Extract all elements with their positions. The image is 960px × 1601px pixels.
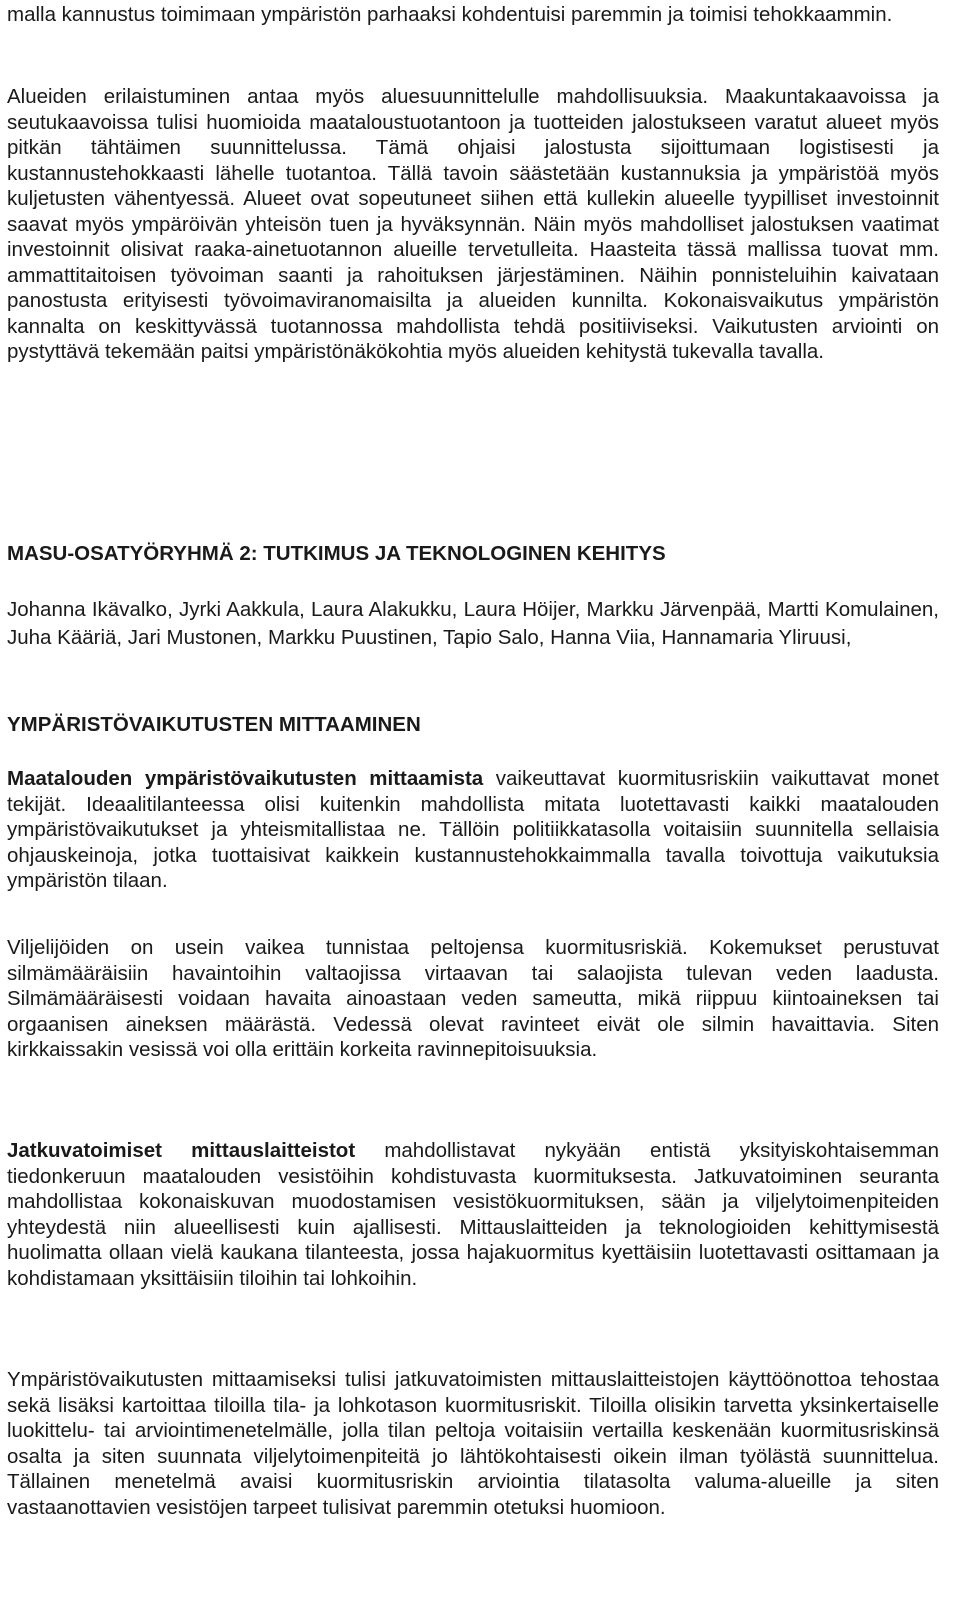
paragraph-measuring-impacts-lead: Maatalouden ympäristövaikutusten mittaamista [7,767,484,790]
paragraph-continuous-measurement [7,1138,939,1291]
section-heading: MASU-OSATYÖRYHMÄ 2: TUTKIMUS JA TEKNOLOGINEN KEHITYS [7,542,666,565]
paragraph-measuring-impacts-text: vaikeuttavat kuormitusriskiin vaikuttavat monet tekijät. Ideaalitilanteessa olisi kuitenkin mahdollista mitata luotettavasti kaikki maatalouden ympäristövaikutukset ja yhteismitallistaa ne. Tällöin politiikkatasolla voitaisiin suunnitella sellaisia ohjauskeinoja, jotka tuottaisivat kaikkein kustannustehokkaimmalla tavalla toivottuja vaikutuksia ympäristön tilaan. [7,767,940,892]
subsection-heading: YMPÄRISTÖVAIKUTUSTEN MITTAAMINEN [7,713,421,736]
paragraph-measuring-impacts [7,766,939,894]
intro-paragraph-1: malla kannustus toimimaan ympäristön parhaaksi kohdentuisi paremmin ja toimisi tehokkaammin. [7,3,893,26]
paragraph-recommendations: Ympäristövaikutusten mittaamiseksi tulisi jatkuvatoimisten mittauslaitteistojen käyttöönottoa tehostaa sekä lisäksi kartoittaa tiloilla tila- ja lohkotason kuormitusriskit. Tiloilla olisikin tarvetta yksinkertaiselle luokittelu- tai arviointimenetelmälle, jolla tilan peltoja voitaisiin vertailla keskenään kuormitusriskinsä osalta ja siten suunnata viljelytoimenpiteitä jo lähtökohtaisesti oikein ilman työlästä suunnittelua. Tällainen menetelmä avaisi kuormitusriskin arviointia tilatasolta valuma-alueille ja siten vastaanottavien vesistöjen tarpeet tulisivat paremmin otetuksi huomioon. [7,1368,939,1519]
paragraph-continuous-measurement-lead: Jatkuvatoimiset mittauslaitteistot [7,1139,356,1162]
section-authors: Johanna Ikävalko, Jyrki Aakkula, Laura Alakukku, Laura Höijer, Markku Järvenpää, Martti Komulainen, Juha Kääriä, Jari Mustonen, Markku Puustinen, Tapio Salo, Hanna Viia, Hannamaria Yliruusi, [7,598,939,649]
paragraph-farmers-risk: Viljelijöiden on usein vaikea tunnistaa peltojensa kuormitusriskiä. Kokemukset perustuvat silmämääräisiin havaintoihin valtaojissa virtaavan tai salaojista tulevan veden laadusta. Silmämääräisesti voidaan havaita ainoastaan veden sameutta, mikä riippuu kiintoaineksen tai orgaanisen aineksen määrästä. Vedessä olevat ravinteet eivät ole silmin havaittavia. Siten kirkkaissakin vesissä voi olla erittäin korkeita ravinnepitoisuuksia. [7,936,939,1061]
intro-paragraph-2: Alueiden erilaistuminen antaa myös aluesuunnittelulle mahdollisuuksia. Maakuntakaavoissa ja seutukaavoissa tulisi huomioida maataloustuotantoon ja tuotteiden jalostukseen varatut alueet myös pitkän tähtäimen suunnittelussa. Tämä ohjaisi jalostusta sijoittumaan logistisesti ja kustannustehokkaasti lähelle tuotantoa. Tällä tavoin säästetään kustannuksia ja ympäristöä myös kuljetusten vähentyessä. Alueet ovat sopeutuneet siihen että kullekin alueelle tyypilliset investoinnit saavat myös ympäröivän yhteisön tuen ja hyväksynnän. Näin myös mahdolliset jalostuksen vaatimat investoinnit olisivat raaka-ainetuotannon alueille tervetulleita. Haasteita tässä mallissa tuovat mm. ammattitaitoisen työvoiman saanti ja rahoituksen järjestäminen. Näihin ponnisteluihin kaivataan panostusta erityisesti työvoimaviranomaisilta ja alueiden kunnilta. Kokonaisvaikutus ympäristön kannalta on keskittyvässä tuotannossa mahdollista tehdä positiiviseksi. Vaikutusten arviointi on pystyttävä tekemään paitsi ympäristönäkökohtia myös alueiden kehitystä tukevalla tavalla. [7,85,939,363]
paragraph-continuous-measurement-text: mahdollistavat nykyään entistä yksityiskohtaisemman tiedonkeruun maatalouden vesistöihin kohdistuvasta kuormituksesta. Jatkuvatoiminen seuranta mahdollistaa kokonaiskuvan muodostamisen vesistökuormituksen, sään ja viljelytoimenpiteiden yhteydestä niin alueellisesti kuin ajallisesti. Mittauslaitteiden ja teknologioiden kehittymisestä huolimatta ollaan vielä kaukana tilanteesta, jossa hajakuormitus kyettäisiin luotettavasti osittamaan ja kohdistamaan yksittäisiin tiloihin tai lohkoihin. [7,1139,939,1290]
